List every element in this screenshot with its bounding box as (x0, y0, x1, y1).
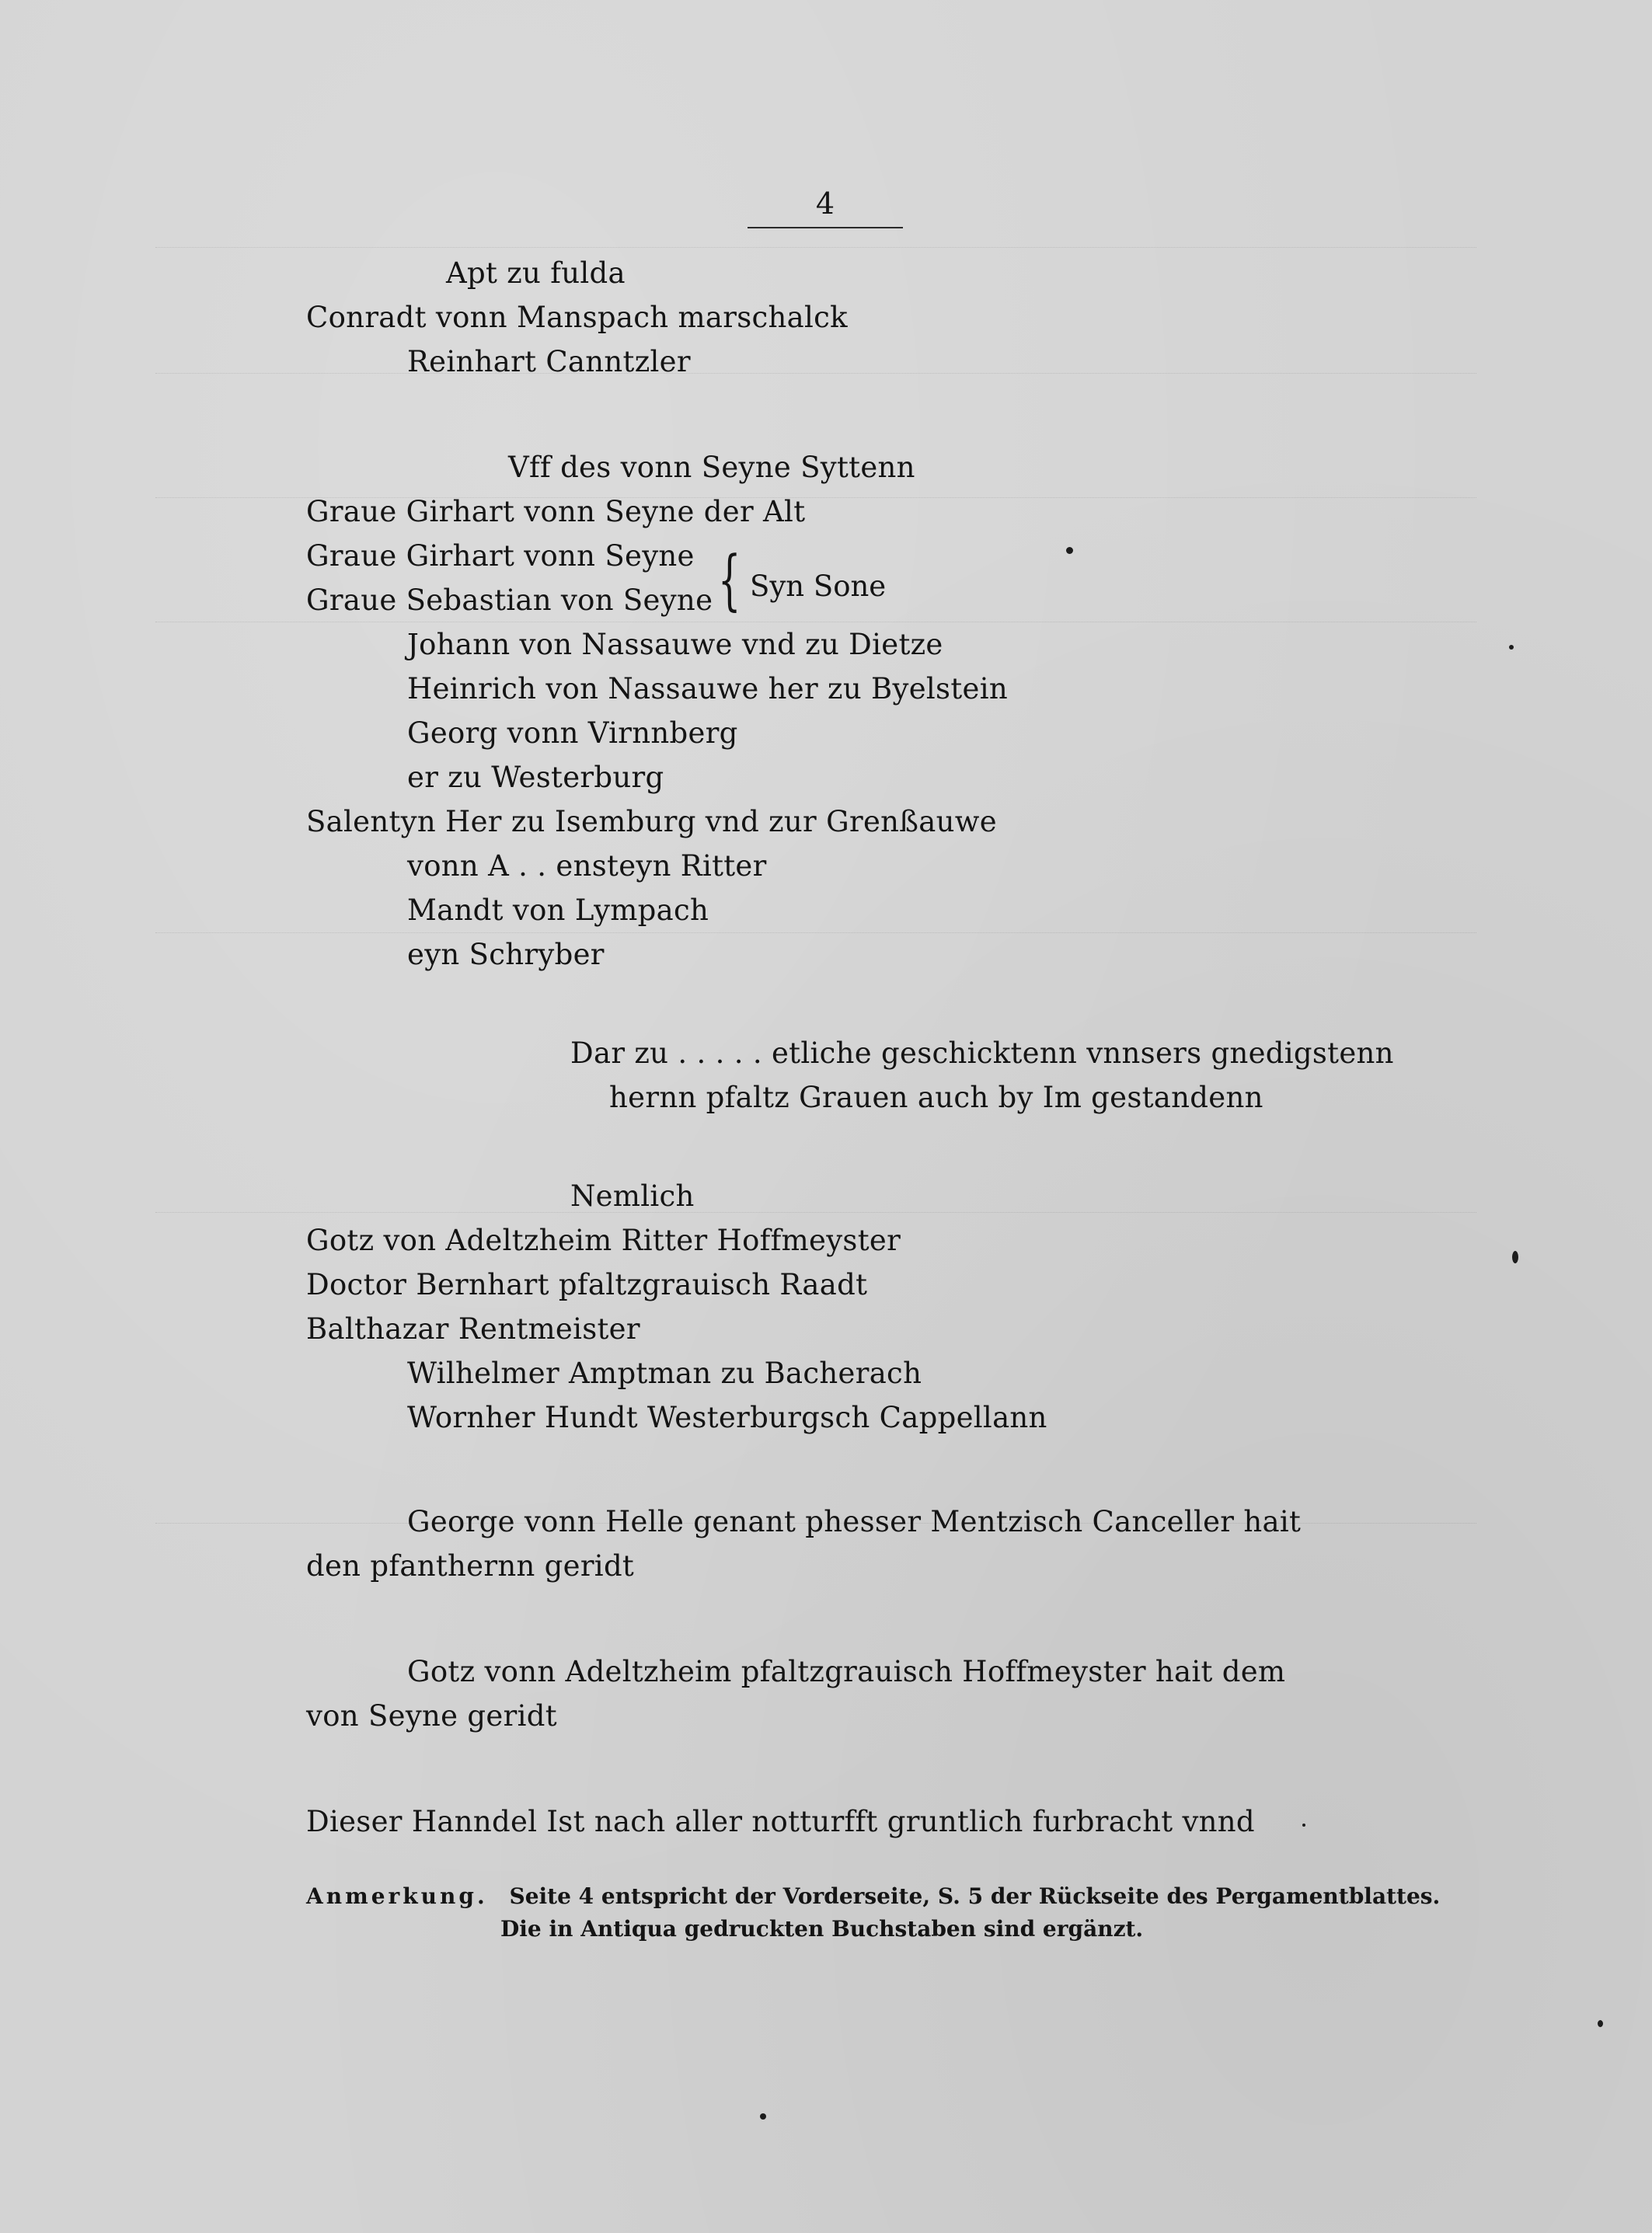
text-line: eyn Schryber (407, 938, 605, 971)
text-line: Graue Girhart vonn Seyne (306, 539, 695, 573)
text-line: Dar zu . . . . . etliche geschicktenn vnnsers gnedigstenn (570, 1036, 1394, 1070)
bleed-through-line (155, 932, 1476, 933)
text-line: Johann von Nassauwe vnd zu Dietze (407, 628, 943, 661)
text-line: Conradt vonn Manspach marschalck (306, 301, 848, 334)
text-line: Gotz von Adeltzheim Ritter Hoffmeyster (306, 1224, 901, 1257)
text-line: vonn A . . ensteyn Ritter (407, 849, 767, 883)
speck-mark (1066, 547, 1073, 554)
bleed-through-line (155, 373, 1476, 374)
text-line: den pfanthernn geridt (306, 1549, 635, 1583)
text-line: Graue Sebastian von Seyne (306, 584, 713, 617)
text-line: Dieser Hanndel Ist nach aller notturfft gruntlich furbracht vnnd (306, 1805, 1255, 1838)
text-line: Graue Girhart vonn Seyne der Alt (306, 495, 806, 528)
brace-label: Syn Sone (750, 570, 887, 603)
footnote-text: Seite 4 entspricht der Vorderseite, S. 5 der Rückseite des Pergamentblattes. (509, 1883, 1441, 1909)
text-line: George vonn Helle genant phesser Mentzisch Canceller hait (407, 1505, 1302, 1538)
text-line: Salentyn Her zu Isemburg vnd zur Grenßauwe (306, 805, 997, 838)
speck-mark (1509, 645, 1514, 650)
bleed-through-line (155, 247, 1476, 248)
text-line: Apt zu fulda (446, 256, 626, 290)
text-line: Mandt von Lympach (407, 894, 709, 927)
speck-mark (1302, 1824, 1305, 1827)
bleed-through-line (155, 1212, 1476, 1213)
footnote-line (306, 1883, 1440, 1910)
text-line: Nemlich (570, 1179, 695, 1213)
text-line: hernn pfaltz Grauen auch by Im gestandenn (609, 1081, 1263, 1114)
text-line: Balthazar Rentmeister (306, 1312, 640, 1346)
footnote-line: Die in Antiqua gedruckten Buchstaben sind ergänzt. (500, 1916, 1144, 1942)
speck-mark (1512, 1251, 1518, 1263)
text-line: Heinrich von Nassauwe her zu Byelstein (407, 672, 1008, 705)
page-number: 4 (815, 186, 835, 221)
text-line: Wornher Hundt Westerburgsch Cappellann (407, 1401, 1047, 1434)
text-line: Doctor Bernhart pfaltzgrauisch Raadt (306, 1268, 868, 1301)
text-line: er zu Westerburg (407, 761, 664, 794)
text-line: Vff des vonn Seyne Syttenn (508, 451, 915, 484)
page-number-rule (748, 227, 903, 228)
curly-brace: { (718, 542, 741, 618)
footnote-label: Anmerkung. (306, 1883, 488, 1909)
speck-mark (760, 2113, 766, 2120)
text-line: Wilhelmer Amptman zu Bacherach (407, 1357, 922, 1390)
text-line: Georg vonn Virnnberg (407, 716, 738, 750)
speck-mark (1598, 2020, 1603, 2027)
text-line: Gotz vonn Adeltzheim pfaltzgrauisch Hoffmeyster hait dem (407, 1655, 1286, 1688)
text-line: Reinhart Canntzler (407, 345, 691, 378)
text-line: von Seyne geridt (306, 1699, 557, 1733)
